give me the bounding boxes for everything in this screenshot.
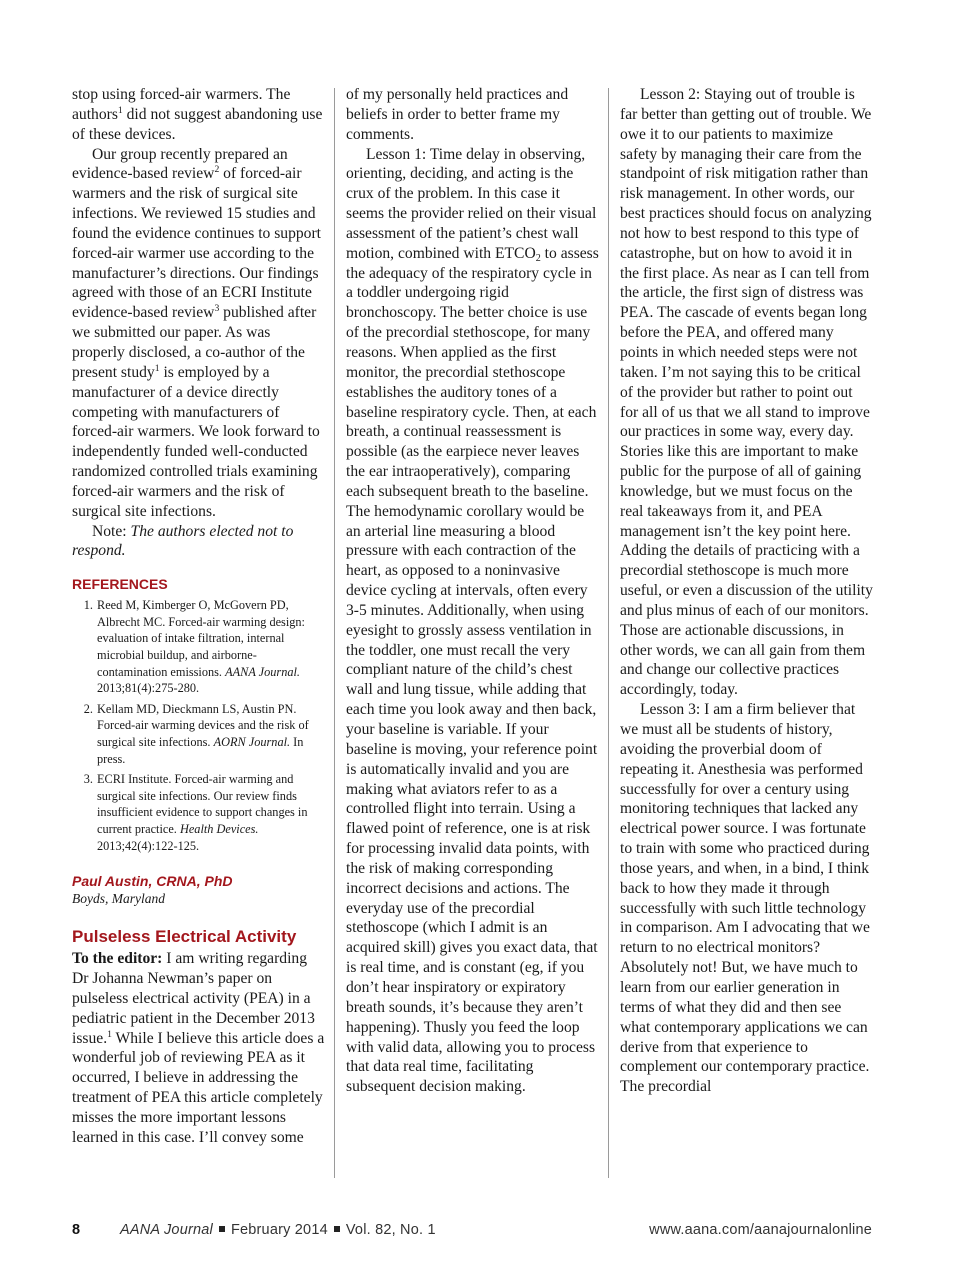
- references-list: [72, 597, 326, 854]
- paragraph-group-review: Our group recently prepared an evidence-based review$^2$ of forced-air warmers and the risk of surgical site infections. We reviewed 15 studies and found the evidence continues to support forced-air warmer use according to the manufacturer’s directions. Our findings agreed with those of an ECRI Institute evidence-based review$^3$ published after we submitted our paper. As was properly disclosed, a co-author of the present study$^1$ is employed by a manufacturer of a device directly competing with manufacturers of forced-air warmers. We look forward to independently funded well-conducted randomized controlled trials examining forced-air warmers and the risk of surgical site infections.: [72, 145, 322, 520]
- author-note: Note: The authors elected not to respond.: [72, 522, 294, 560]
- column-right: [620, 85, 874, 1097]
- paragraph-editor-letter: To the editor: I am writing regarding Dr Johanna Newman’s paper on pulseless electrical activity (PEA) in a pediatric patient in the December 2013 issue.$^1$ While I believe this article does a wonderful job of reviewing PEA as it occurred, I believe in addressing the treatment of PEA this article completely misses the more important lessons learned in this case. I’ll convey some: [72, 950, 325, 1146]
- paragraph-intro: stop using forced-air warmers. The authors$^1$ did not suggest abandoning use of these devices.: [72, 86, 323, 143]
- paragraph-lesson-3: Lesson 3: I am a firm believer that we must all be students of history, avoiding the proverbial doom of repeating it. Anesthesia was performed successfully for over a century using monitoring techniques that lacked any electrical power source. I was fortunate to train with some who practiced during those years, and when, in a bind, I think back to how they made it through successfully with such little technology in comparison. Am I advocating that we return to no electrical monitors? Absolutely not! But, we have much to learn from our earlier generation in terms of what they did and then see what contemporary applications we can derive from that experience to complement our contemporary practice. The precordial: [620, 701, 870, 1096]
- bullet-square-icon: [219, 1226, 225, 1232]
- journal-citation: AANA Journal February 2014 Vol. 82, No. 1: [120, 1222, 436, 1238]
- paragraph-continued: of my personally held practices and beliefs in order to better frame my comments.: [346, 86, 569, 143]
- column-left: [72, 85, 326, 1148]
- letter-author: Paul Austin, CRNA, PhD: [72, 873, 233, 890]
- reference-item: 1. Reed M, Kimberger O, McGovern PD, Albrecht MC. Forced-air warming design: evaluation of intake filtration, internal microbial buildup, and airborne-contamination emissions. AANA Journal. 2013;81(4):275-280.: [96, 597, 326, 697]
- reference-item: 2. Kellam MD, Dieckmann LS, Austin PN. Forced-air warming devices and the risk of surgical site infections. AORN Journal. In press.: [96, 701, 326, 767]
- bullet-square-icon: [334, 1226, 340, 1232]
- column-divider: [334, 88, 335, 1178]
- section-title: Pulseless Electrical Activity: [72, 927, 297, 947]
- column-middle: [346, 85, 600, 1097]
- paragraph-lesson-2: Lesson 2: Staying out of trouble is far better than getting out of trouble. We owe it to our patients to maximize safety by managing their care from the standpoint of risk mitigation rather than risk management. In other words, our best practices should focus on analyzing not how to best respond to this type of catastrophe, but on how to avoid it in the first place. As near as I can tell from the article, the first sign of distress was PEA. The cascade of events began long before the PEA, and offered many points in which needed steps were not taken. I’m not saying this to be critical of the provider but rather to point out for all of us that we all stand to improve our practices in some way, every day. Stories like this are important to make public for the purpose of all of gaining knowledge, but we must focus on the real takeaways from it, and PEA management isn’t the key point here. Adding the details of practicing with a precordial stethoscope is much more useful, or even a discussion of the utility and plus minus of each of our monitors. Those are actionable discussions, in other words, we can all gain from them and change our collective practices accordingly, today.: [620, 86, 873, 699]
- references-heading: REFERENCES: [72, 576, 168, 593]
- column-divider: [608, 88, 609, 1178]
- page-number: 8: [72, 1222, 81, 1238]
- author-location: Boyds, Maryland: [72, 891, 165, 907]
- paragraph-lesson-1: Lesson 1: Time delay in observing, orienting, deciding, and acting is the crux of the problem. In this case it seems the provider relied on their visual assessment of the patient’s chest wall motion, combined with $ETCO_2$ to assess the adequacy of the respiratory cycle in a toddler undergoing rigid bronchoscopy. The better choice is use of the precordial stethoscope, for many reasons. When applied as the first monitor, the precordial stethoscope establishes the auditory tones of a baseline respiratory cycle. Then, at each breath, a continual reassessment is possible (as the earpiece never leaves the ear intraoperatively), comparing each subsequent breath to the baseline. The hemodynamic corollary would be an arterial line measuring a blood pressure with each contraction of the heart, as opposed to a noninvasive device cycling at intervals, often every 3-5 minutes. Additionally, when using eyesight to grossly assess ventilation in the toddler, one must recall the very compliant nature of the child’s chest wall and lung tissue, while adding that each time you look away and then back, your baseline is variable. If your baseline is moving, your reference point is automatically invalid and you are making what aviators refer to as a controlled flight into terrain. Using a flawed point of reference, one is at risk for processing invalid data points, with the risk of making corresponding incorrect decisions and actions. The everyday use of the precordial stethoscope (which I admit is an acquired skill) gives you exact data, that is real time, and is constant (eg, if you don’t hear inspiratory or expiratory breath sounds, it’s because they aren’t happening). Thusly you feed the loop with valid data, allowing you to process that data real time, facilitating subsequent decision making.: [346, 145, 599, 1096]
- journal-website-link[interactable]: www.aana.com/aanajournalonline: [649, 1222, 872, 1238]
- reference-item: 3. ECRI Institute. Forced-air warming and surgical site infections. Our review finds insufficient evidence to support changes in current practice. Health Devices. 2013;42(4):122-125.: [96, 771, 326, 854]
- page-footer: [72, 1222, 872, 1242]
